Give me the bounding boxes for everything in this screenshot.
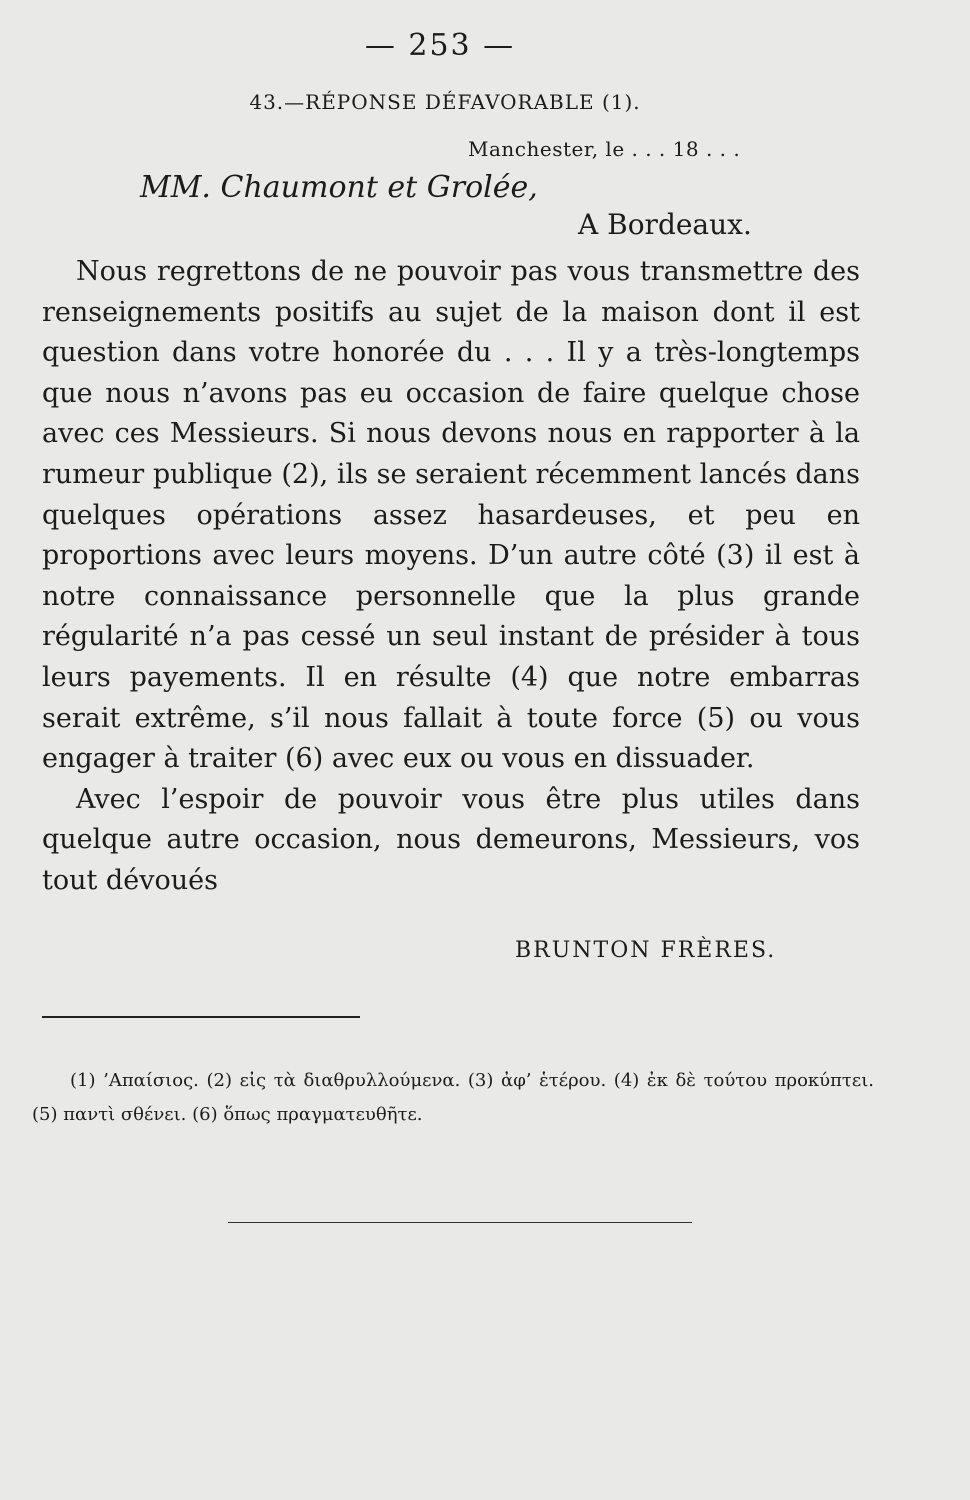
page-number: — 253 — xyxy=(364,28,516,63)
paragraph-1: Nous regrettons de ne pouvoir pas vous transmettre des renseignements positifs au sujet de la maison dont il est question dans votre honorée du . . . Il y a très-longtemps que nous n’avons pas eu occasion de faire quelque chose avec ces Messieurs. Si nous devons nous en rapporter à la rumeur publique (2), ils se seraient récemment lancés dans quelques opérations assez hasardeuses, et peu en proportions avec leurs moyens. D’un autre côté (3) il est à notre connaissance personnelle que la plus grande régularité n’a pas cessé un seul instant de présider à tous leurs payements. Il en résulte (4) que notre embarras serait extrême, s’il nous fallait à toute force (5) ou vous engager à traiter (6) avec eux ou vous en dissuader. xyxy=(42,256,860,775)
footnote-divider xyxy=(42,1016,360,1018)
footnotes-text: (1) ’Απαίσιος. (2) εἰς τὰ διαθρυλλούμενα. (3) ἀφ’ ἑτέρου. (4) ἐκ δὲ τούτου προκύπτει. (5) παντὶ σθένει. (6) ὅπως πραγματευθῆτε. xyxy=(32,1070,874,1125)
letter-body xyxy=(42,252,860,902)
paragraph-2: Avec l’espoir de pouvoir vous être plus utiles dans quelque autre occasion, nous demeurons, Messieurs, vos tout dévoués xyxy=(42,783,860,896)
place-date: Manchester, le . . . 18 . . . xyxy=(468,137,741,161)
signature: BRUNTON FRÈRES. xyxy=(515,938,777,963)
letter-title: 43.—RÉPONSE DÉFAVORABLE (1). xyxy=(249,90,641,114)
recipient-city: A Bordeaux. xyxy=(578,208,752,241)
bottom-divider xyxy=(228,1222,692,1223)
footnotes xyxy=(32,1064,874,1132)
recipient: MM. Chaumont et Grolée, xyxy=(140,170,538,205)
